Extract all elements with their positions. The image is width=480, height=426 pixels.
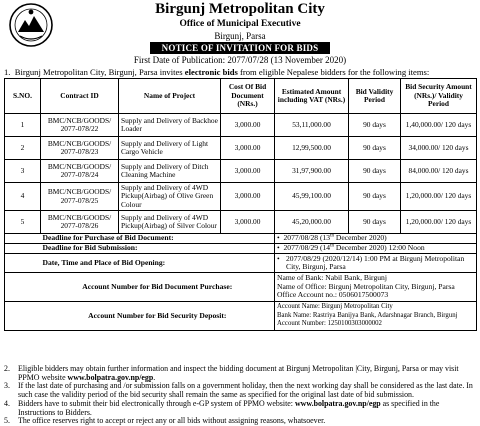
office-address: Birgunj, Parsa [214,31,266,41]
notice-banner: NOTICE OF INVITATION FOR BIDS [150,42,330,54]
table-header-row [5,79,477,114]
intro-number: 1. [4,67,11,77]
cell-cost: 3,000.00 [221,183,275,211]
account-purchase-office: Name of Office: Birgunj Metropolitan City, Birgunj, Parsa [277,281,455,291]
cell-security: 1,40,000.00/ 120 days [401,114,477,137]
cell-security: 1,20,000.00/ 120 days [401,183,477,211]
note-text: If the last date of purchasing and /or submission falls on a government holiday, then the next working day shall be considered as the last date. In such case the validity period of the bid security shall remain the same as specified for the original last date of bid submission. [18,381,473,400]
cell-project: Supply and Delivery of Light Cargo Vehicle [119,137,221,160]
cell-contract-id: BMC/NCB/GOODS/ 2077-078/23 [41,137,119,160]
note-number: 3. [4,381,10,391]
cell-project: Supply and Delivery of Ditch Cleaning Machine [119,160,221,183]
account-security-row [5,302,477,331]
table-row [5,137,477,160]
cell-cost: 3,000.00 [221,114,275,137]
account-purchase-label: Account Number for Bid Document Purchase: [41,273,275,302]
cell-sno: 5 [5,211,41,234]
cell-cost: 3,000.00 [221,211,275,234]
cell-project: Supply and Delivery of Backhoe Loader [119,114,221,137]
note-text: Bidders have to submit their bid electronically through e-GP system of PPMO website: [18,398,295,408]
deadline-submission-row [5,244,477,254]
cell-security: 84,000.00/ 120 days [401,160,477,183]
note-text: Eligible bidders may obtain further information and inspect the bidding document at Birgunj Metropolitan |City, Birgunj, Parsa or may visit PPMO website [18,364,459,382]
note-text: The office reserves right to accept or reject any or all bids without assigning reasons, whatsoever. [18,416,326,426]
list-item [4,365,476,382]
deadline-purchase-row [5,234,477,244]
note-text-end: . [153,372,156,382]
cell-sno: 1 [5,114,41,137]
note-number: 5. [4,416,10,426]
deadline-purchase-label: Deadline for Purchase of Bid Document: [41,234,275,244]
cell-contract-id: BMC/NCB/GOODS/ 2077-078/22 [41,114,119,137]
intro-text: Birgunj Metropolitan City, Birgunj, Parsa invites [14,67,185,77]
cell-contract-id: BMC/NCB/GOODS/ 2077-078/26 [41,211,119,234]
bids-table [4,78,477,331]
cell-security: 34,000.00/ 120 days [401,137,477,160]
table-row [5,211,477,234]
deadline-submission-date-end: December 2020) 12:00 Noon [333,243,425,253]
header-estimated: Estimated Amount including VAT (NRs.) [275,79,349,114]
account-security-name: Account Name: Birgunj Metropolitan City [277,303,393,311]
cell-cost: 3,000.00 [221,137,275,160]
header-security: Bid Security Amount (NRs.)/ Validity Period [401,79,477,114]
cell-sno: 2 [5,137,41,160]
cell-project: Supply and Delivery of 4WD Pickup(Airbag) of Silver Colour [119,211,221,234]
account-security-details [275,302,477,331]
header-validity: Bid Validity Period [349,79,401,114]
cell-validity: 90 days [349,183,401,211]
list-item [4,400,476,417]
header-cost: Cost Of Bid Document (NRs.) [221,79,275,114]
cell-estimated: 31,97,900.00 [275,160,349,183]
office-name: Office of Municipal Executive [179,19,301,29]
account-purchase-number: Office Account no.: 0506017500073 [277,290,389,300]
deadline-submission-value: • 2077/08/29 (14th December 2020) 12:00 Noon [275,244,477,254]
account-security-label: Account Number for Bid Security Deposit: [41,302,275,331]
intro-text-end: from eligible Nepalese bidders for the following items: [237,67,430,77]
cell-validity: 90 days [349,137,401,160]
cell-validity: 90 days [349,114,401,137]
header-project: Name of Project [119,79,221,114]
bid-opening-text: 2077/08/29 (2020/12/14) 1:00 PM at Birgunj Metropolitan City, Birgunj, Parsa [286,253,465,271]
intro-paragraph [4,67,429,77]
account-security-number: Account Number: 1250100303000002 [277,320,382,328]
page-title: Birgunj Metropolitan City [155,1,325,17]
bid-opening-label: Date, Time and Place of Bid Opening: [41,254,275,273]
header-sno: S.NO. [5,79,41,114]
cell-sno: 3 [5,160,41,183]
bid-opening-row [5,254,477,273]
cell-validity: 90 days [349,160,401,183]
note-text-end: as specified in the Instructions to Bidders. [18,398,440,417]
cell-estimated: 45,99,100.00 [275,183,349,211]
cell-sno: 4 [5,183,41,211]
account-purchase-details [275,273,477,302]
cell-estimated: 53,11,000.00 [275,114,349,137]
account-purchase-bank: Name of Bank: Nabil Bank, Birgunj [277,273,387,283]
table-row [5,114,477,137]
cell-validity: 90 days [349,211,401,234]
table-row [5,183,477,211]
account-purchase-row [5,273,477,302]
note-number: 4. [4,398,10,408]
note-number: 2. [4,364,10,373]
deadline-purchase-date-end: December 2020) [333,233,387,243]
deadline-purchase-sup: th [330,233,334,239]
cell-estimated: 45,20,000.00 [275,211,349,234]
deadline-purchase-value: • 2077/08/28 (13th December 2020) [275,234,477,244]
account-security-bank: Bank Name: Rastriya Banijya Bank, Adarshnagar Branch, Birgunj [277,311,458,319]
deadline-submission-label: Deadline for Bid Submission: [41,244,275,254]
table-row [5,160,477,183]
notes-list [4,365,476,426]
header-contract-id: Contract ID [41,79,119,114]
cell-contract-id: BMC/NCB/GOODS/ 2077-078/24 [41,160,119,183]
deadline-submission-sup: th [330,243,334,249]
note-link: www.bolpatra.gov.np/egp [294,398,381,408]
cell-estimated: 12,99,500.00 [275,137,349,160]
list-item [4,417,476,426]
cell-project: Supply and Delivery of 4WD Pickup(Airbag) of Olive Green Colour [119,183,221,211]
intro-bold: electronic bids [184,67,238,77]
cell-cost: 3,000.00 [221,160,275,183]
cell-security: 1,20,000.00/ 120 days [401,211,477,234]
deadline-submission-date: 2077/08/29 (14 [283,243,331,253]
publication-date: First Date of Publication: 2077/07/28 (13 November 2020) [133,55,347,65]
deadline-purchase-date: 2077/08/28 (13 [283,233,331,243]
note-link: www.bolpatra.gov.np/egp [67,372,154,382]
bid-opening-value: • 2077/08/29 (2020/12/14) 1:00 PM at Birgunj Metropolitan City, Birgunj, Parsa [275,254,477,273]
cell-contract-id: BMC/NCB/GOODS/ 2077-078/25 [41,183,119,211]
list-item [4,382,476,399]
